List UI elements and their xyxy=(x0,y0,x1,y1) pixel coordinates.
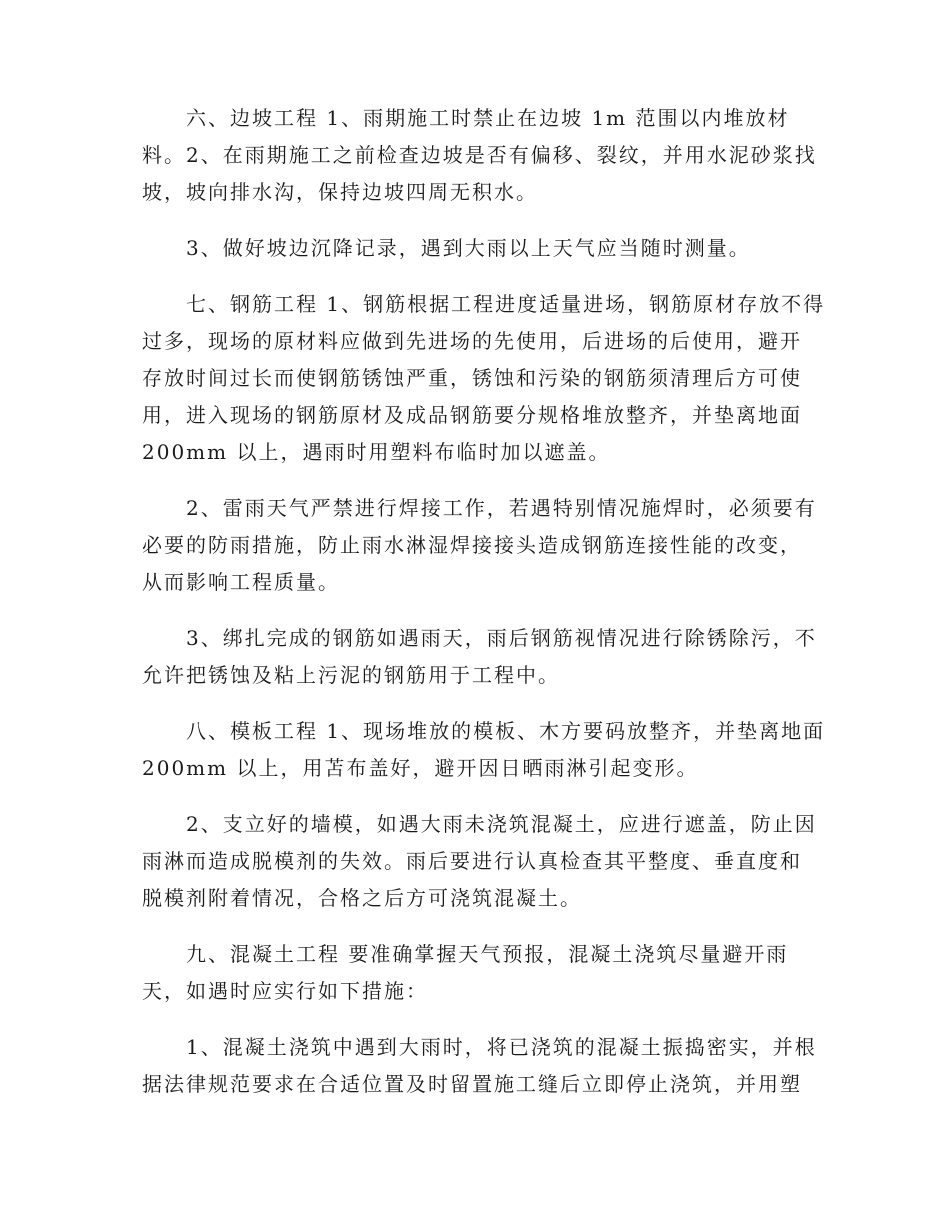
text-line: 九、混凝土工程 要准确掌握天气预报，混凝土浇筑尽量避开雨 xyxy=(142,942,789,966)
paragraph-concrete-rain xyxy=(142,1029,817,1103)
paragraph-formwork xyxy=(142,713,826,787)
text-line: 3、绑扎完成的钢筋如遇雨天，雨后钢筋视情况进行除锈除污，不 xyxy=(142,626,817,650)
paragraph-wall-form xyxy=(142,806,817,917)
paragraph-slope-works xyxy=(142,100,817,211)
text-line: 1、混凝土浇筑中遇到大雨时，将已浇筑的混凝土振捣密实，并根 xyxy=(142,1035,817,1059)
text-line: 坡，坡向排水沟，保持边坡四周无积水。 xyxy=(142,180,538,204)
paragraph-rebar-works xyxy=(142,286,826,471)
text-line: 天，如遇时应实行如下措施： xyxy=(142,979,428,1003)
text-line: 2、支立好的墙模，如遇大雨未浇筑混凝土，应进行遮盖，防止因 xyxy=(142,812,817,836)
paragraph-welding xyxy=(142,490,817,601)
text-line: 从而影响工程质量。 xyxy=(142,570,340,594)
text-line: 允许把锈蚀及粘上污泥的钢筋用于工程中。 xyxy=(142,663,560,687)
text-line: 雨淋而造成脱模剂的失效。雨后要进行认真检查其平整度、垂直度和 xyxy=(142,849,802,873)
text-line: 料。2、在雨期施工之前检查边坡是否有偏移、裂纹，并用水泥砂浆找 xyxy=(142,143,817,167)
text-line: 六、边坡工程 1、雨期施工时禁止在边坡 1m 范围以内堆放材 xyxy=(142,106,790,130)
paragraph-settlement-record xyxy=(142,230,812,267)
text-line: 必要的防雨措施，防止雨水淋湿焊接接头造成钢筋连接性能的改变， xyxy=(142,533,802,557)
text-line: 据法律规范要求在合适位置及时留置施工缝后立即停止浇筑，并用塑 xyxy=(142,1072,802,1096)
text-line: 用，进入现场的钢筋原材及成品钢筋要分规格堆放整齐，并垫离地面 xyxy=(142,403,802,427)
paragraph-rebar-rust xyxy=(142,620,817,694)
text-line: 200mm 以上，用苫布盖好，避开因日晒雨淋引起变形。 xyxy=(142,756,699,780)
text-line: 脱模剂附着情况，合格之后方可浇筑混凝土。 xyxy=(142,886,582,910)
text-line: 2、雷雨天气严禁进行焊接工作，若遇特别情况施焊时，必须要有 xyxy=(142,496,817,520)
text-line: 存放时间过长而使钢筋锈蚀严重，锈蚀和污染的钢筋须清理后方可使 xyxy=(142,366,802,390)
text-line: 3、做好坡边沉降记录，遇到大雨以上天气应当随时测量。 xyxy=(142,236,751,260)
text-line: 200mm 以上，遇雨时用塑料布临时加以遮盖。 xyxy=(142,440,611,464)
text-line: 八、模板工程 1、现场堆放的模板、木方要码放整齐，并垫离地面 xyxy=(142,719,826,743)
text-line: 过多，现场的原材料应做到先进场的先使用，后进场的后使用，避开 xyxy=(142,329,802,353)
document-body xyxy=(142,100,826,1103)
paragraph-concrete-works xyxy=(142,936,812,1010)
text-line: 七、钢筋工程 1、钢筋根据工程进度适量进场，钢筋原材存放不得 xyxy=(142,292,826,316)
